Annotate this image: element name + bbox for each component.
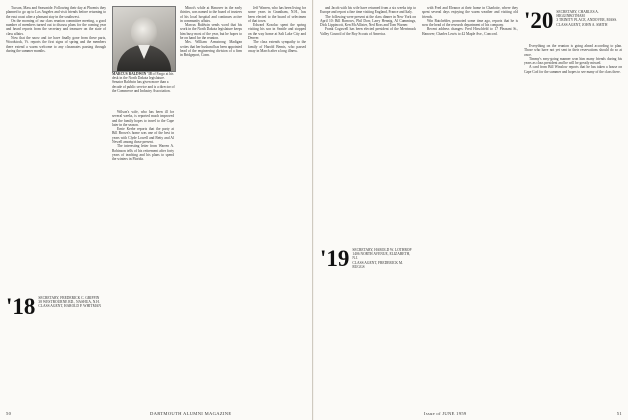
photo-marcus-baldwin [112,6,176,72]
left-column-1 [6,6,106,236]
paragraph: On the morning of our class reunion committee meeting, a good number of members turned out to discuss plans for the coming year and heard reports from the secretary and treasurer on the state of class affairs. [6,18,106,36]
class-secretary: SECRETARY, CHARLES A. HIGGINBOTHAM [556,10,599,19]
class-secretary: SECRETARY, FREDERICK C. GRIFFIN [38,296,100,300]
paragraph: Ernie Kerbe reports that the party at Bill Brown's home was one of the best in years with Clyde Lowell and Betty and Al Newell among those present. [112,127,174,145]
paragraph: Recent address changes: Fred Hirschfeld to 17 Pleasant St., Hanover; Charles Lewis to 42 Maple Ave., Concord. [422,27,518,36]
class-address: 38 WESTBOURNE RD., NASHUA, N.H. [38,300,100,305]
class-20-heading [524,10,622,32]
paragraph: Wilson's wife, who has been ill for several weeks, is reported much improved and the family hopes to travel to the Cape later in the season. [112,110,174,127]
photo-caption [112,72,176,93]
paragraph: and Jacob with his wife have returned from a six weeks trip to Europe and report a fine time visiting England, France and Italy. [320,6,416,15]
paragraph: Mrs. William Armstrong Madigan writes that her husband has been appointed head of the engineering division of a firm in Bridgeport, Conn. [180,40,242,58]
right-page [314,0,628,420]
paragraph: The following were present at the class dinner in New York on April 10: Bill Barrows, Phil Dorr, Larry Hennig, Al Cummings, Dick Lippincott, Ken McAllister, Ned Ross and Tom Warner. [320,14,416,28]
photo-head [131,17,157,47]
left-column-2 [180,6,242,236]
left-column-2b [112,110,174,400]
paragraph: The class extends sympathy to the family of Harold Bemis, who passed away in March after a long illness. [248,40,306,53]
left-column-4 [248,6,306,401]
paragraph: with Fred and Eleanor at their home in Charlotte, where they spent several days enjoying the warm weather and visiting old friends. [422,6,518,19]
caption-text: of Fargo at his desk in the North Dakota legislature. Senator Baldwin has given more than a decade of public service and is a director of the Commerce and Industry Association. [112,72,175,93]
paragraph: Everything on the reunion is going ahead according to plan. Those who have not yet sent in their reservations should do so at once. [524,44,622,57]
page-number: 50 [6,411,12,416]
class-agent: CLASS AGENT, JOHN A. SMITH [556,22,608,27]
right-column-1 [320,6,416,246]
paragraph: The interesting letter from Warren A. Robinson tells of his retirement after forty years of teaching and his plans to spend the winters in Florida. [112,144,174,162]
class-year: '18 [6,294,36,319]
right-column-3 [524,44,622,399]
paragraph: Now that the snow and ice have finally gone from these parts, Woodstock, Vt. reports the first signs of spring and the members there extend a warm welcome to any classmates passing through during the summer months. [6,36,106,53]
paragraph: Jeff Warren, who has been living for some years in Grantham, N.H., has been elected to the board of selectmen of that town. [248,6,306,23]
footer-title: Issue of JUNE 1959 [424,411,467,416]
paragraph: A card from Bill Winslow reports that he has taken a house on Cape Cod for the summer and hopes to see many of the class there. [524,65,622,74]
paragraph: Minot's while at Hanover in the early thirties, was named to the board of trustees of his local hospital and continues active in community affairs. [180,6,242,23]
paragraph: Edward Kosolac spent the spring visiting his son in Seattle and stopped on the way home at Salt Lake City and Denver. [248,23,306,41]
page-number: 51 [616,411,622,416]
paragraph: Tucson, Mass and Seasonide. Following their day at Phoenix they planned to go up to Los Angeles and visit friends before returning to the east coast after a pleasant stay in the southwest. [6,6,106,19]
footer-title: DARTMOUTH ALUMNI MAGAZINE [150,411,232,416]
class-18-heading [6,296,106,318]
right-column-2 [422,6,518,401]
paragraph: Win Batchelder, promoted some time ago, reports that he is now the head of the research department of his company. [422,18,518,28]
class-address: 1406 NORTH AVENUE, ELIZABETH, N.J. [352,252,411,261]
class-agent: CLASS AGENT, FREDERICK M. RUGGS [352,260,403,269]
class-year: '19 [320,246,350,271]
class-19-heading [320,248,416,270]
class-secretary: SECRETARY, HAROLD W. LOTHROP [352,248,412,252]
class-address: 3 TRINITY PLACE, ANDOVER, MASS. [556,18,618,23]
paragraph: Frank Cogswell has been elected president of the Merrimack Valley Council of the Boy Scouts of America. [320,27,416,36]
left-page [0,0,313,420]
caption-name: MARCUS BALDWIN '18 [112,72,152,76]
class-year: '20 [524,8,554,33]
class-agent: CLASS AGENT, HAROLD P. WHITMAN [38,304,101,309]
paragraph: Timmy's easy-going manner won him many friends during his years as class president and he will be greatly missed. [524,56,622,66]
paragraph: Marcus Baldwin sends word that his work in the North Dakota legislature keeps him busy most of the year, but he hopes to be on hand for the reunion. [180,23,242,41]
